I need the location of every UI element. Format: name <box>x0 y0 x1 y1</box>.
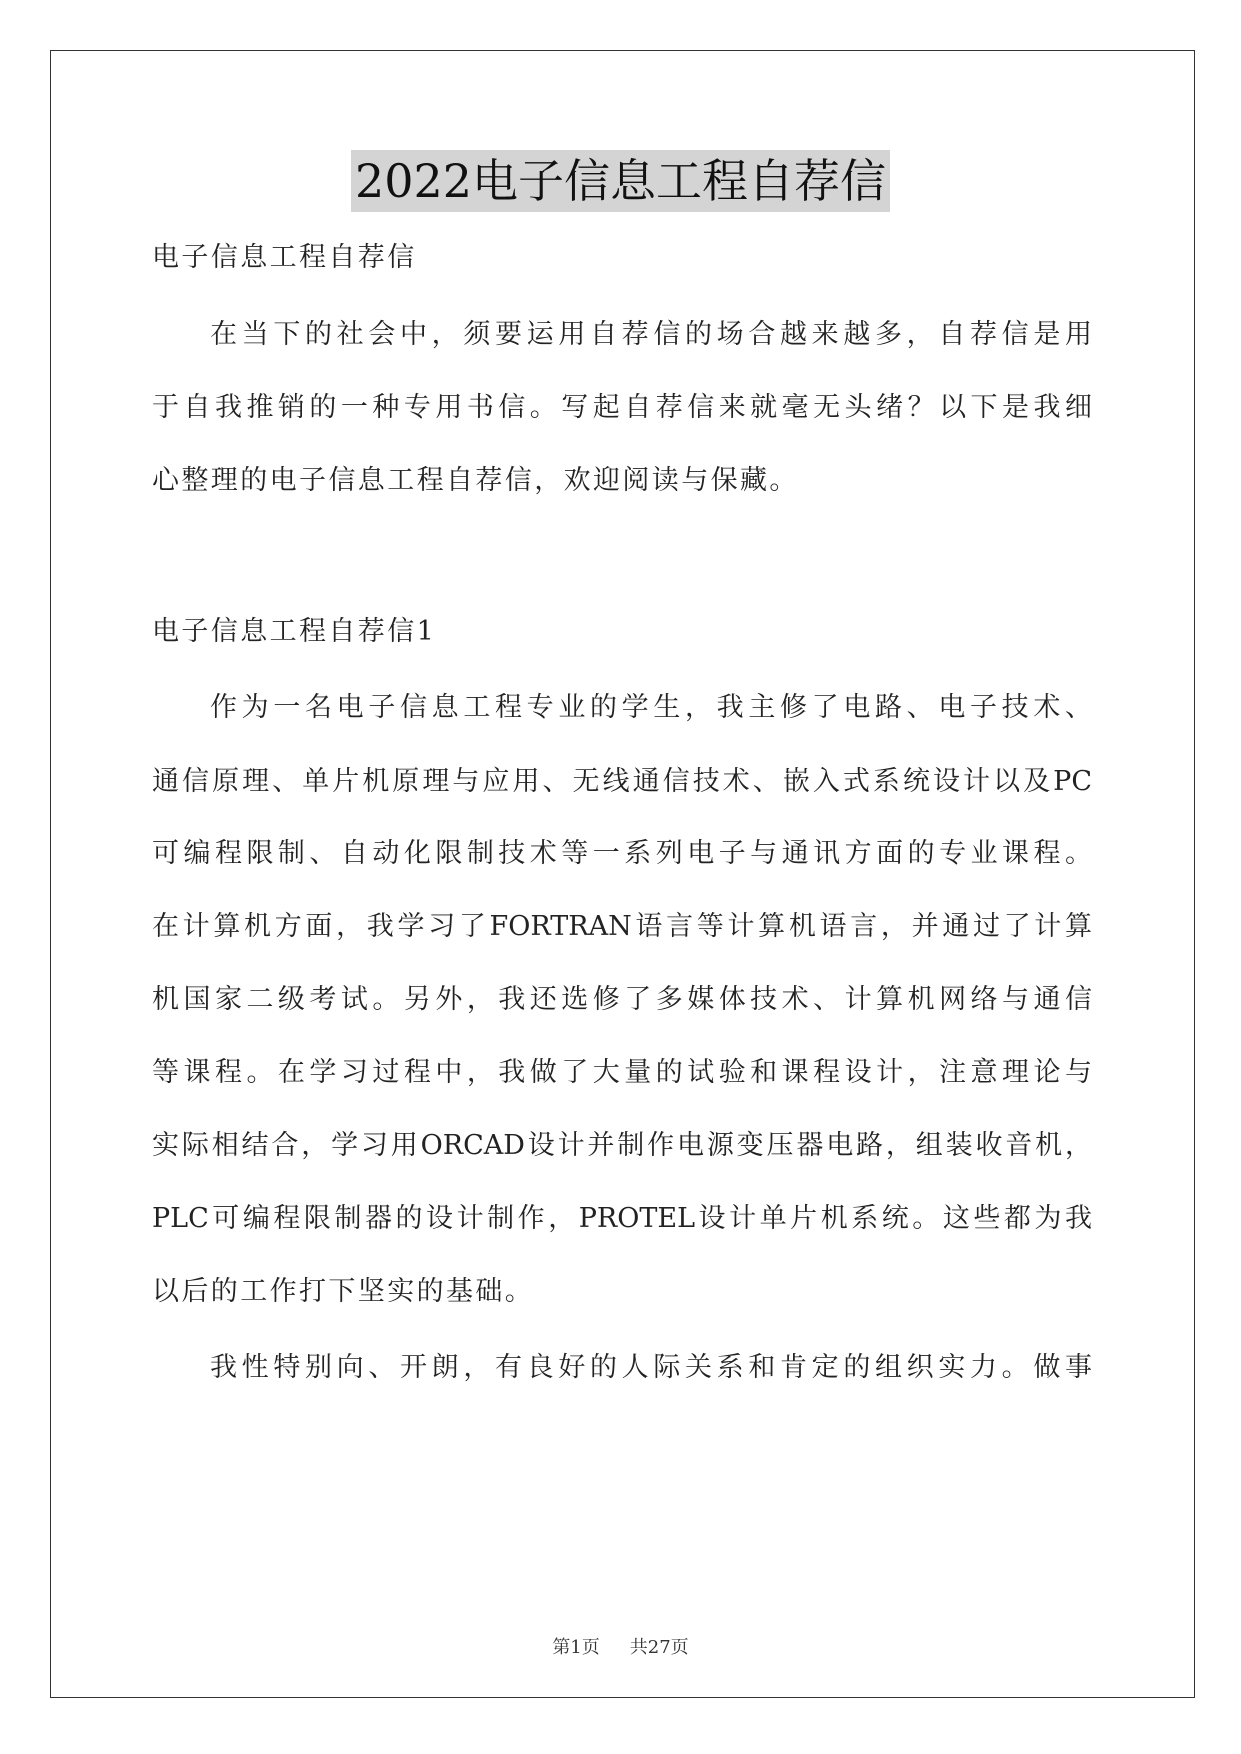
body-line: 等课程。在学习过程中，我做了大量的试验和课程设计，注意理论与 <box>152 1057 1092 1088</box>
intro-line: 心整理的电子信息工程自荐信，欢迎阅读与保藏。 <box>152 465 799 496</box>
document-title: 2022电子信息工程自荐信 <box>351 150 890 212</box>
page-border <box>50 50 1195 1698</box>
document-subtitle: 电子信息工程自荐信 <box>152 242 417 273</box>
body-line: PLC可编程限制器的设计制作，PROTEL设计单片机系统。这些都为我 <box>152 1203 1092 1234</box>
body-line: 我性特别向、开朗，有良好的人际关系和肯定的组织实力。做事 <box>210 1352 1092 1383</box>
body-line: 以后的工作打下坚实的基础。 <box>152 1276 535 1307</box>
body-line: 可编程限制、自动化限制技术等一系列电子与通讯方面的专业课程。 <box>152 838 1092 869</box>
body-line: 实际相结合，学习用ORCAD设计并制作电源变压器电路，组装收音机， <box>152 1130 1092 1161</box>
intro-line: 在当下的社会中，须要运用自荐信的场合越来越多，自荐信是用 <box>210 319 1092 350</box>
body-line: 通信原理、单片机原理与应用、无线通信技术、嵌入式系统设计以及PC <box>152 766 1092 797</box>
section-heading: 电子信息工程自荐信1 <box>152 616 437 647</box>
body-line: 机国家二级考试。另外，我还选修了多媒体技术、计算机网络与通信 <box>152 984 1092 1015</box>
page-footer <box>0 1636 1241 1660</box>
body-line: 作为一名电子信息工程专业的学生，我主修了电路、电子技术、 <box>210 692 1092 723</box>
page-total: 共27页 <box>629 1637 689 1658</box>
intro-line: 于自我推销的一种专用书信。写起自荐信来就毫无头绪？以下是我细 <box>152 392 1092 423</box>
title-container <box>0 150 1241 212</box>
body-line: 在计算机方面，我学习了FORTRAN语言等计算机语言，并通过了计算 <box>152 911 1092 942</box>
page-number: 第1页 <box>552 1637 600 1658</box>
